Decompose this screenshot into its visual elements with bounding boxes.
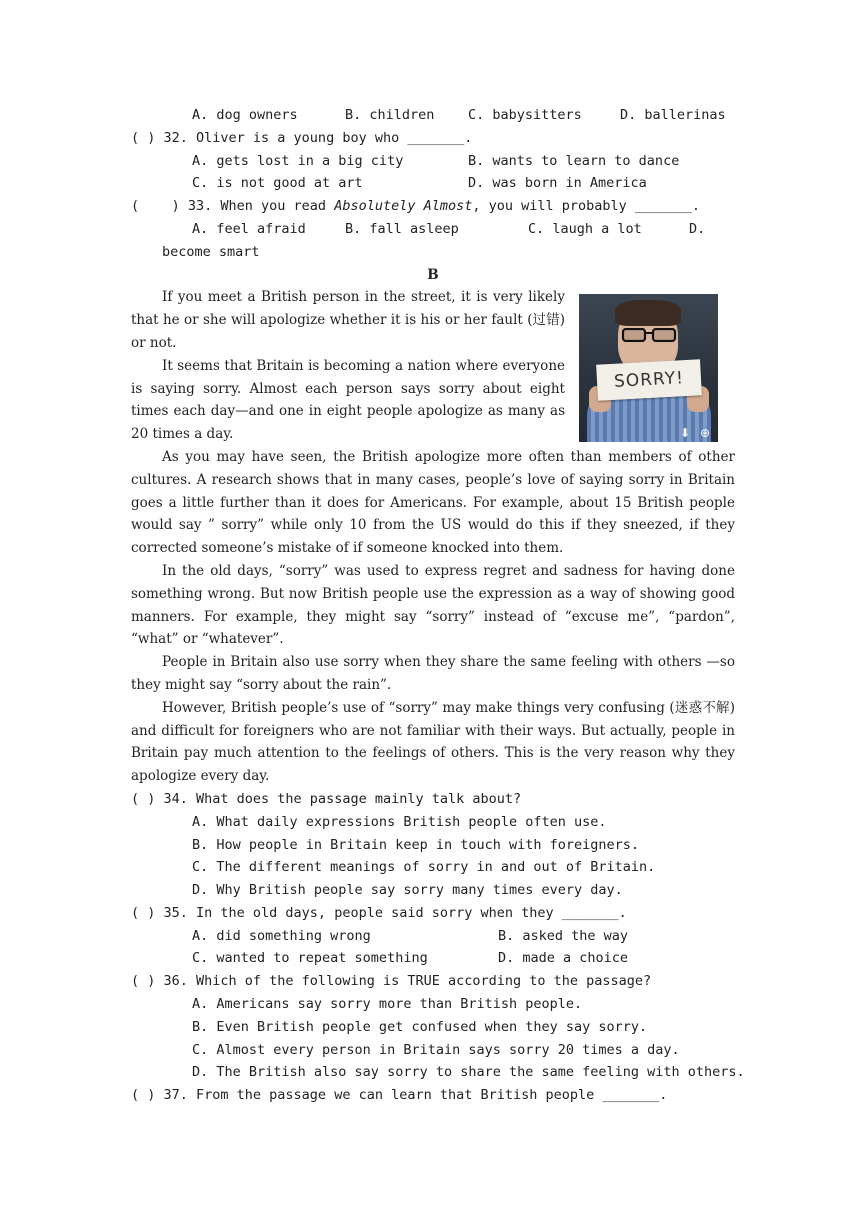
q33-option-c: C. laugh a lot (528, 220, 642, 237)
q33-book-title: Absolutely Almost (334, 198, 473, 215)
passage-top (131, 286, 565, 446)
q32-options-row1 (131, 150, 735, 173)
q35-option-c: C. wanted to repeat something (192, 950, 428, 967)
q36-stem: ( ) 36. Which of the following is TRUE according to the passage? (131, 973, 652, 990)
q33-option-b: B. fall asleep (345, 220, 459, 237)
q37-stem: ( ) 37. From the passage we can learn that British people _______. (131, 1087, 668, 1104)
q35-stem: ( ) 35. In the old days, people said sorry when they _______. (131, 904, 627, 921)
section-title: B (427, 266, 439, 283)
paragraph-3: As you may have seen, the British apologize more often than members of other cultures. A research shows that in many cases, people’s love of saying sorry in Britain goes a little further than it does for Americans. For example, about 15 British people would say ” sorry” while only 10 from the US would do this if they sneezed, if they corrected someone’s mistake of if someone knocked into them. (131, 448, 735, 557)
q32-option-c: C. is not good at art (192, 175, 363, 192)
photo-hair (615, 300, 681, 326)
q34-stem: ( ) 34. What does the passage mainly talk about? (131, 790, 522, 807)
q33-stem-prefix: ( ) 33. When you read (131, 198, 335, 215)
paragraph-2: It seems that Britain is becoming a nation where everyone is saying sorry. Almost each person says sorry about eight times each day—and one in eight people apologize as many as 20 times a day. (131, 357, 565, 443)
q31-option-a: A. dog owners (192, 107, 298, 123)
exam-page (131, 104, 745, 1107)
q31-option-d: D. ballerinas (620, 107, 726, 123)
q33-option-a: A. feel afraid (192, 220, 306, 237)
q33-stem-suffix: , you will probably _______. (472, 198, 700, 215)
q35-options-row2 (131, 947, 735, 970)
q32-options-row2 (131, 172, 735, 195)
q35-option-b: B. asked the way (498, 927, 629, 944)
q32-option-d: D. was born in America (468, 175, 647, 192)
q35-option-a: A. did something wrong (192, 927, 371, 944)
q32-stem: ( ) 32. Oliver is a young boy who _______. (131, 129, 473, 146)
glasses-icon (621, 328, 677, 342)
q31-option-c: C. babysitters (468, 107, 582, 123)
q34-option-a: A. What daily expressions British people often use. (192, 813, 607, 830)
paragraph-4: In the old days, “sorry” was used to express regret and sadness for having done something wrong. But now British people use the expression as a way of showing good manners. For example, they might say “sorry” instead of “excuse me”, “pardon”, “what” or “whatever”. (131, 562, 735, 648)
q32-option-b: B. wants to learn to dance (468, 152, 680, 169)
q36-option-b: B. Even British people get confused when they say sorry. (192, 1018, 648, 1035)
paragraph-1: If you meet a British person in the street, it is very likely that he or she will apologize whether it is his or her fault (过错) or not. (131, 289, 565, 351)
q31-options (131, 104, 735, 127)
q35-options-row1 (131, 925, 735, 948)
q34-option-b: B. How people in Britain keep in touch with foreigners. (192, 836, 640, 853)
zoom-icon[interactable]: ⊕ (699, 426, 711, 440)
paragraph-5: People in Britain also use sorry when they share the same feeling with others —so they might say “sorry about the rain”. (131, 654, 735, 693)
q36-option-a: A. Americans say sorry more than British people. (192, 996, 583, 1013)
q34-option-d: D. Why British people say sorry many times every day. (192, 882, 623, 899)
q36-option-d: D. The British also say sorry to share the same feeling with others. (192, 1064, 745, 1081)
q33-stem (131, 195, 735, 218)
q33-option-d: D. (689, 220, 706, 237)
q33-option-d-continued: become smart (162, 243, 260, 260)
q32-option-a: A. gets lost in a big city (192, 152, 404, 169)
paragraph-6: However, British people’s use of “sorry” may make things very confusing (迷惑不解) and difficult for foreigners who are not familiar with their ways. But actually, people in Britain pay much attention to the feelings of others. This is the very reason why they apologize every day. (131, 699, 735, 785)
q34-option-c: C. The different meanings of sorry in and out of Britain. (192, 859, 656, 876)
q33-options (131, 218, 735, 241)
sorry-sign: SORRY! (596, 359, 702, 400)
q35-option-d: D. made a choice (498, 950, 629, 967)
q36-option-c: C. Almost every person in Britain says sorry 20 times a day. (192, 1041, 680, 1058)
q31-option-b: B. children (345, 107, 435, 123)
sorry-photo (579, 294, 718, 442)
download-icon[interactable]: ⬇ (679, 426, 691, 440)
